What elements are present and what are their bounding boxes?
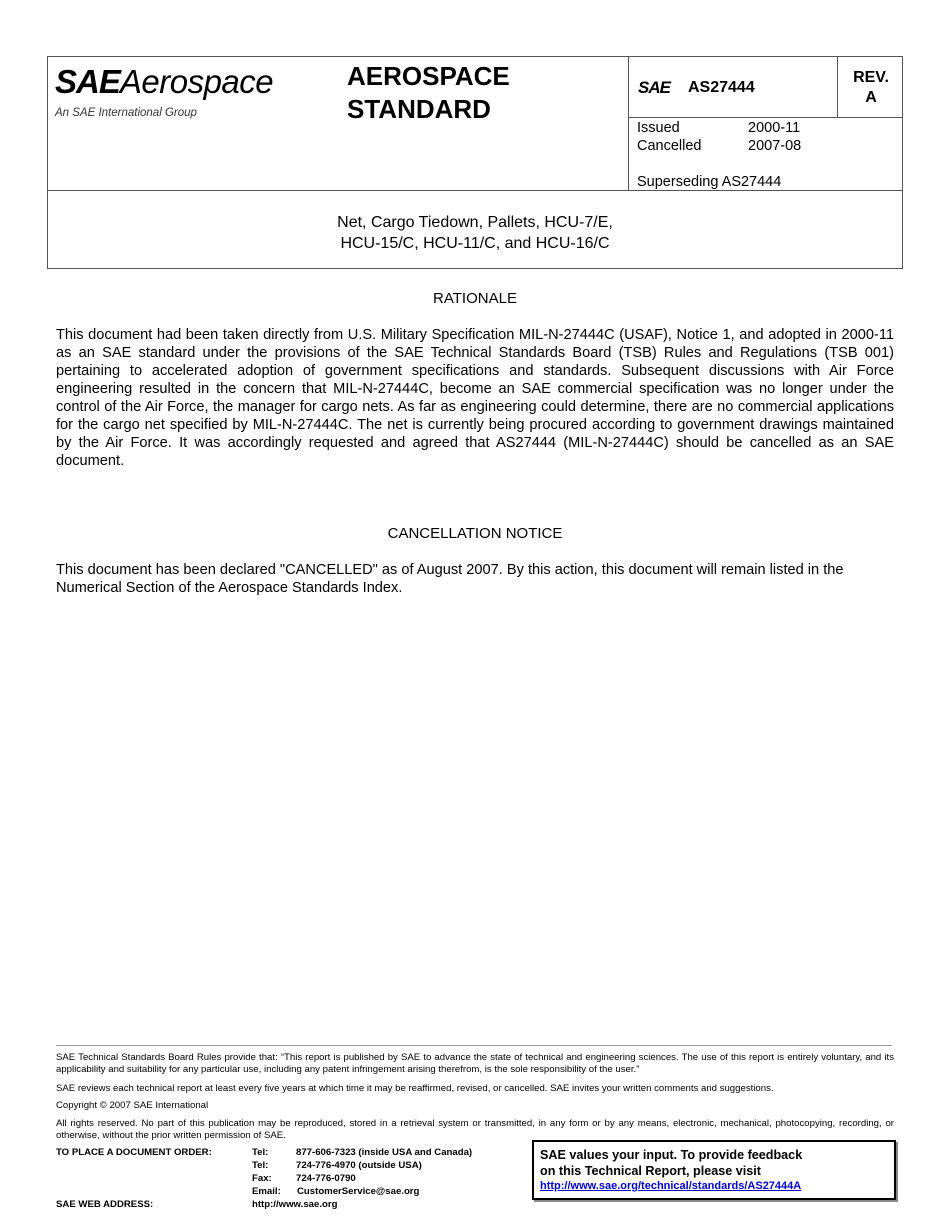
feedback-line1: SAE values your input. To provide feedback <box>540 1148 803 1162</box>
web-label: SAE WEB ADDRESS: <box>56 1199 154 1210</box>
tel1-label: Tel: <box>252 1147 269 1158</box>
order-label: TO PLACE A DOCUMENT ORDER: <box>56 1147 212 1158</box>
cancelled-value: 2007-08 <box>748 138 802 154</box>
cancellation-text: This document has been declared "CANCELLED" as of August 2007. By this action, this document will remain listed in the Numerical Section of the Aerospace Standards Index. <box>56 562 844 596</box>
tel1-value: 877-606-7323 (inside USA and Canada) <box>296 1147 473 1158</box>
standard-type-line1: AEROSPACE <box>347 61 510 91</box>
standard-type-line2: STANDARD <box>347 94 491 124</box>
footer-rule <box>56 1045 892 1046</box>
issued-label: Issued <box>637 120 680 136</box>
email-value[interactable]: CustomerService@sae.org <box>297 1186 420 1197</box>
document-title-line1: Net, Cargo Tiedown, Pallets, HCU-7/E, <box>337 214 613 231</box>
tel2-value: 724-776-4970 (outside USA) <box>296 1160 422 1171</box>
logo-sae-text: SAE <box>55 63 120 100</box>
cancelled-label: Cancelled <box>637 138 702 154</box>
revision-box <box>838 68 904 108</box>
rationale-text: This document had been taken directly from U.S. Military Specification MIL-N-27444C (USAF), Notice 1, and adopted in 2000-11 as an SAE standard under the provisions of the SAE Technical Standards Board (TSB) Rules and Regulations (TSB 001) pertaining to accelerated adoption of government specifications and standards. Subsequent discussions with Air Force engineering resulted in the concern that MIL-N-27444C, become an SAE commercial specification was no longer under the control of the Air Force, the manager for cargo nets. As far as engineering could determine, there are no commercial applications for the cargo net specified by MIL-N-27444C. The net is currently being procured according to government drawings maintained by the Air Force. It was accordingly requested and agreed that AS27444 (MIL-N-27444C) should be cancelled as an SAE document. <box>56 327 894 469</box>
feedback-line2: on this Technical Report, please visit <box>540 1164 761 1178</box>
feedback-box <box>532 1140 896 1200</box>
feedback-link[interactable]: http://www.sae.org/technical/standards/AS27444A <box>540 1180 802 1192</box>
issued-value: 2000-11 <box>748 120 801 136</box>
logo-aerospace-text: Aerospace <box>119 63 274 100</box>
superseding-text: Superseding AS27444 <box>637 174 782 190</box>
sae-small-logo: SAE <box>638 78 670 97</box>
footer-review-text: SAE reviews each technical report at least every five years at which time it may be reaffirmed, revised, or cancelled. SAE invites your written comments and suggestions. <box>56 1083 774 1094</box>
fax-value: 724-776-0790 <box>296 1173 356 1184</box>
document-number: AS27444 <box>688 79 755 96</box>
tel2-label: Tel: <box>252 1160 269 1171</box>
header-divider-1 <box>628 56 629 191</box>
rev-label: REV. <box>853 69 889 86</box>
rev-value: A <box>865 89 877 106</box>
header-divider-4 <box>47 190 903 191</box>
email-label: Email: <box>252 1186 281 1197</box>
footer-rights-text: All rights reserved. No part of this publication may be reproduced, stored in a retrieval system or transmitted, in any form or by any means, electronic, mechanical, photocopying, recording, or otherwise, without the prior written permission of SAE. <box>56 1118 894 1141</box>
header-divider-3 <box>628 117 903 118</box>
standard-type <box>347 60 510 126</box>
web-value[interactable]: http://www.sae.org <box>252 1199 338 1210</box>
document-title <box>47 212 903 254</box>
footer-rules-text: SAE Technical Standards Board Rules provide that: “This report is published by SAE to advance the state of technical and engineering sciences. The use of this report is entirely voluntary, and its applicability and suitability for any particular use, including any patent infringement arising therefrom, is the sole responsibility of the user.” <box>56 1052 894 1075</box>
logo-subtitle: An SAE International Group <box>55 107 197 119</box>
document-title-line2: HCU-15/C, HCU-11/C, and HCU-16/C <box>340 235 610 252</box>
fax-label: Fax: <box>252 1173 272 1184</box>
rationale-heading: RATIONALE <box>433 290 517 307</box>
footer-copyright: Copyright © 2007 SAE International <box>56 1100 209 1111</box>
cancellation-heading: CANCELLATION NOTICE <box>387 525 563 542</box>
sae-aerospace-logo <box>55 64 315 118</box>
